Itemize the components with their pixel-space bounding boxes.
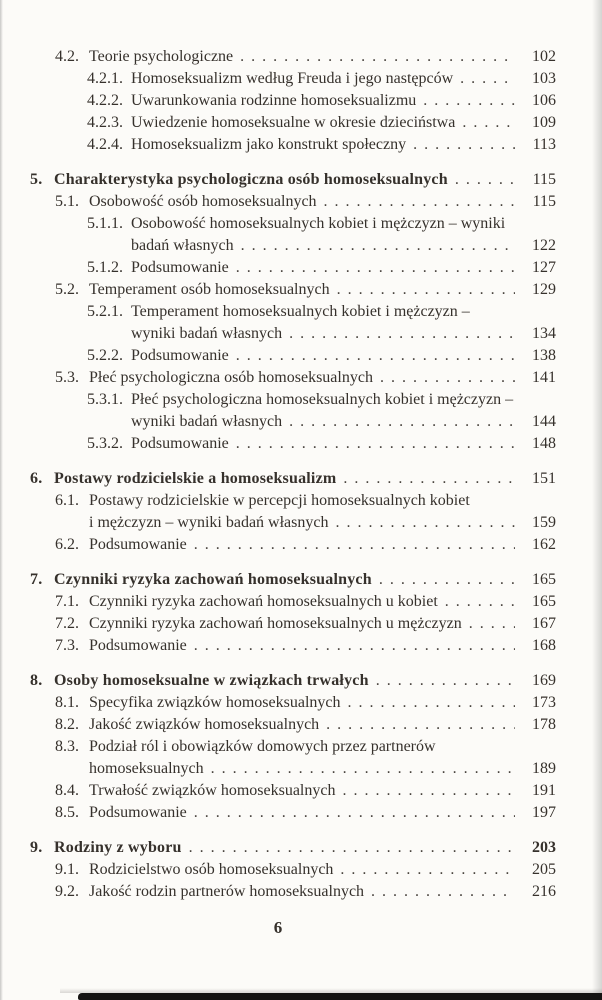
dot-leader (236, 345, 515, 367)
toc-page-number: 129 (532, 281, 556, 298)
toc-entry-title: Temperament osób homoseksualnych (89, 281, 330, 298)
toc-entry (0, 490, 556, 534)
dot-leader (460, 68, 515, 90)
toc-entry-title: Rodzicielstwo osób homoseksualnych (89, 861, 334, 878)
toc-entry-line (0, 46, 556, 68)
toc-entry (0, 670, 556, 692)
toc-page-number: 109 (532, 114, 556, 131)
toc-entry-line (0, 411, 556, 433)
toc-entry-number: 8.1. (55, 694, 79, 711)
toc-entry-title: Trwałość związków homoseksualnych (89, 782, 336, 799)
toc-entry-number: 9. (30, 839, 43, 856)
toc-entry-number: 8.3. (55, 738, 79, 755)
toc-entry (0, 257, 556, 279)
dot-leader (240, 46, 515, 68)
toc-entry-line (0, 881, 556, 903)
toc-entry-line (0, 534, 556, 556)
toc-entry-line (0, 591, 556, 613)
toc-entry-title: Uwarunkowania rodzinne homoseksualizmu (131, 92, 417, 109)
toc-entry-title: Homoseksualizm jako konstrukt społeczny (131, 136, 407, 153)
toc-entry-line (0, 433, 556, 455)
toc-page-number: 197 (532, 804, 556, 821)
toc-entry (0, 714, 556, 736)
toc-entry-number: 5.3.1. (87, 391, 123, 408)
dot-leader (423, 90, 515, 112)
toc-entry (0, 736, 556, 780)
toc-entry (0, 46, 556, 68)
toc-entry-title: Osoby homoseksualne w związkach trwałych (54, 672, 369, 689)
dot-leader (236, 257, 515, 279)
dot-leader (380, 367, 515, 389)
toc-entry-line (0, 134, 556, 156)
toc-entry (0, 859, 556, 881)
toc-page-number: 115 (532, 193, 556, 210)
toc-entry-line (0, 802, 556, 824)
toc-page-number: 205 (532, 861, 556, 878)
dot-leader (445, 591, 515, 613)
toc-entry-number: 5. (30, 171, 43, 188)
toc-entry-line (0, 468, 556, 490)
toc-entry-number: 7.2. (55, 615, 79, 632)
toc-entry-number: 5.2.2. (87, 347, 123, 364)
toc-entry-number: 7.3. (55, 637, 79, 654)
toc-page-number: 216 (532, 883, 556, 900)
toc-entry-number: 4.2. (55, 48, 79, 65)
toc-entry-title: Specyfika związków homoseksualnych (89, 694, 341, 711)
dot-leader (455, 169, 515, 191)
toc-page-number: 138 (532, 347, 556, 364)
toc-entry (0, 591, 556, 613)
dot-leader (189, 837, 515, 859)
toc-entry-line (0, 859, 556, 881)
toc-entry-title: Podsumowanie (131, 347, 229, 364)
dot-leader (371, 881, 515, 903)
toc-page-number: 102 (532, 48, 556, 65)
toc-entry-title: Podsumowanie (89, 536, 187, 553)
toc-entry-line (0, 301, 556, 323)
toc-entry (0, 112, 556, 134)
toc-entry-title: Podsumowanie (89, 804, 187, 821)
dot-leader (289, 323, 515, 345)
toc-entry-title: Czynniki ryzyka zachowań homoseksualnych (54, 571, 372, 588)
toc-entry (0, 635, 556, 657)
toc-entry-title: Postawy rodzicielskie w percepcji homoseksualnych kobiet (89, 492, 470, 509)
toc-entry-number: 5.1. (55, 193, 79, 210)
toc-entry-line (0, 837, 556, 859)
toc-entry (0, 692, 556, 714)
dot-leader (194, 635, 515, 657)
toc-entry (0, 279, 556, 301)
toc-entry (0, 534, 556, 556)
toc-entry-number: 5.1.2. (87, 259, 123, 276)
toc-entry-number: 8.5. (55, 804, 79, 821)
dot-leader (343, 468, 515, 490)
toc-entry-title: Płeć psychologiczna osób homoseksualnych (89, 369, 373, 386)
toc-page-number: 103 (532, 70, 556, 87)
toc-entry (0, 301, 556, 345)
dot-leader (462, 112, 515, 134)
dot-leader (376, 670, 515, 692)
toc-entry-title: Podsumowanie (131, 435, 229, 452)
toc-entry-title: Uwiedzenie homoseksualne w okresie dzieciństwa (131, 114, 456, 131)
toc-page-number: 168 (532, 637, 556, 654)
toc-page-number: 144 (532, 413, 556, 430)
toc-entry-number: 6. (30, 470, 43, 487)
toc-entry (0, 367, 556, 389)
toc-entry-line (0, 90, 556, 112)
toc-page-number: 141 (532, 369, 556, 386)
toc-entry-line (0, 670, 556, 692)
toc-entry (0, 780, 556, 802)
toc-page-number: 167 (532, 615, 556, 632)
toc-entry-number: 5.3.2. (87, 435, 123, 452)
toc-entry-title: Postawy rodzicielskie a homoseksualizm (54, 470, 337, 487)
dot-leader (379, 569, 515, 591)
toc-entry-title: homoseksualnych (89, 760, 204, 777)
toc-entry-title: Charakterystyka psychologiczna osób homoseksualnych (54, 171, 448, 188)
toc-entry-title: Rodziny z wyboru (54, 839, 182, 856)
toc-entry-number: 4.2.2. (87, 92, 123, 109)
toc-entry-line (0, 569, 556, 591)
toc-entry-line (0, 490, 556, 512)
toc-entry-line (0, 512, 556, 534)
toc-entry-line (0, 112, 556, 134)
dot-leader (211, 758, 515, 780)
dot-leader (194, 534, 515, 556)
toc-entry-title: badań własnych (131, 237, 234, 254)
toc-entry (0, 90, 556, 112)
toc-entry-line (0, 367, 556, 389)
toc-entry-number: 6.2. (55, 536, 79, 553)
toc-entry-line (0, 635, 556, 657)
toc-entry-line (0, 780, 556, 802)
toc-page-number: 148 (532, 435, 556, 452)
toc-entry-line (0, 714, 556, 736)
toc-page-number: 106 (532, 92, 556, 109)
toc-entry-title: Temperament homoseksualnych kobiet i mężczyzn – (131, 303, 470, 320)
toc-entry-title: wyniki badań własnych (131, 413, 283, 430)
dot-leader (340, 859, 515, 881)
toc-entry (0, 881, 556, 903)
toc-entry-title: Osobowość homoseksualnych kobiet i mężczyzn – wyniki (131, 215, 506, 232)
toc-entry (0, 389, 556, 433)
toc-entry-number: 7. (30, 571, 43, 588)
page-footer-number: 6 (273, 918, 283, 937)
toc-entry-number: 9.2. (55, 883, 79, 900)
toc-entry-number: 5.1.1. (87, 215, 123, 232)
toc-page-number: 127 (532, 259, 556, 276)
toc-page-number: 178 (532, 716, 556, 733)
toc-entry-title: i mężczyzn – wyniki badań własnych (89, 514, 329, 531)
toc-entry-line (0, 736, 556, 758)
toc-entry-title: Podział ról i obowiązków domowych przez partnerów (89, 738, 436, 755)
toc-entry-number: 4.2.4. (87, 136, 123, 153)
dot-leader (236, 433, 515, 455)
toc-entry-line (0, 692, 556, 714)
toc-entry-title: Czynniki ryzyka zachowań homoseksualnych u mężczyzn (89, 615, 462, 632)
toc-page-number: 151 (532, 470, 556, 487)
toc-entry (0, 569, 556, 591)
toc-entry-line (0, 235, 556, 257)
dot-leader (241, 235, 515, 257)
toc-entry-number: 6.1. (55, 492, 79, 509)
toc-entry-title: Osobowość osób homoseksualnych (89, 193, 317, 210)
dot-leader (324, 191, 515, 213)
toc-entry-title: Płeć psychologiczna homoseksualnych kobiet i mężczyzn – (131, 391, 514, 408)
toc-page-number: 122 (532, 237, 556, 254)
toc-page-number: 115 (532, 171, 556, 188)
toc-entry-line (0, 213, 556, 235)
toc-entry-line (0, 169, 556, 191)
toc-page-number: 159 (532, 514, 556, 531)
toc-entry (0, 468, 556, 490)
toc-entry-line (0, 323, 556, 345)
toc-entry (0, 433, 556, 455)
toc-entry-number: 8. (30, 672, 43, 689)
toc-entry-line (0, 758, 556, 780)
scan-bottom-black-bar (78, 993, 602, 1000)
toc-page-number: 113 (532, 136, 556, 153)
toc-list (0, 46, 556, 903)
toc-entry-title: Teorie psychologiczne (89, 48, 234, 65)
toc-entry-title: Homoseksualizm według Freuda i jego następców (131, 70, 454, 87)
toc-entry-line (0, 191, 556, 213)
dot-leader (413, 134, 515, 156)
toc-entry-line (0, 613, 556, 635)
toc-entry (0, 837, 556, 859)
toc-entry (0, 191, 556, 213)
toc-entry-title: Czynniki ryzyka zachowań homoseksualnych u kobiet (89, 593, 438, 610)
toc-page-number: 173 (532, 694, 556, 711)
toc-entry (0, 68, 556, 90)
toc-page-number: 191 (532, 782, 556, 799)
toc-page-number: 165 (532, 571, 556, 588)
toc-page-number: 165 (532, 593, 556, 610)
toc-entry-line (0, 257, 556, 279)
dot-leader (469, 613, 515, 635)
toc-entry-number: 4.2.3. (87, 114, 123, 131)
toc-entry (0, 213, 556, 257)
toc-page-number: 203 (532, 839, 556, 856)
dot-leader (335, 512, 515, 534)
toc-entry-title: Podsumowanie (89, 637, 187, 654)
toc-entry (0, 169, 556, 191)
dot-leader (337, 279, 515, 301)
toc-entry-number: 9.1. (55, 861, 79, 878)
toc-entry (0, 345, 556, 367)
dot-leader (289, 411, 515, 433)
toc-entry-number: 5.2. (55, 281, 79, 298)
toc-entry-line (0, 345, 556, 367)
toc-entry-title: Jakość rodzin partnerów homoseksualnych (89, 883, 365, 900)
toc-entry-title: wyniki badań własnych (131, 325, 283, 342)
toc-page-number: 169 (532, 672, 556, 689)
toc-entry-number: 8.2. (55, 716, 79, 733)
toc-entry-title: Jakość związków homoseksualnych (89, 716, 320, 733)
toc-entry-line (0, 389, 556, 411)
dot-leader (326, 714, 515, 736)
toc-entry-number: 5.3. (55, 369, 79, 386)
toc-entry-number: 8.4. (55, 782, 79, 799)
toc-page-number: 162 (532, 536, 556, 553)
toc-entry-line (0, 68, 556, 90)
toc-entry-title: Podsumowanie (131, 259, 229, 276)
toc-page-number: 189 (532, 760, 556, 777)
dot-leader (342, 780, 515, 802)
toc-entry-number: 4.2.1. (87, 70, 123, 87)
toc-entry (0, 613, 556, 635)
toc-entry-line (0, 279, 556, 301)
dot-leader (347, 692, 515, 714)
toc-entry-number: 7.1. (55, 593, 79, 610)
toc-page-number: 134 (532, 325, 556, 342)
toc-entry-number: 5.2.1. (87, 303, 123, 320)
dot-leader (194, 802, 515, 824)
toc-entry (0, 802, 556, 824)
toc-entry (0, 134, 556, 156)
